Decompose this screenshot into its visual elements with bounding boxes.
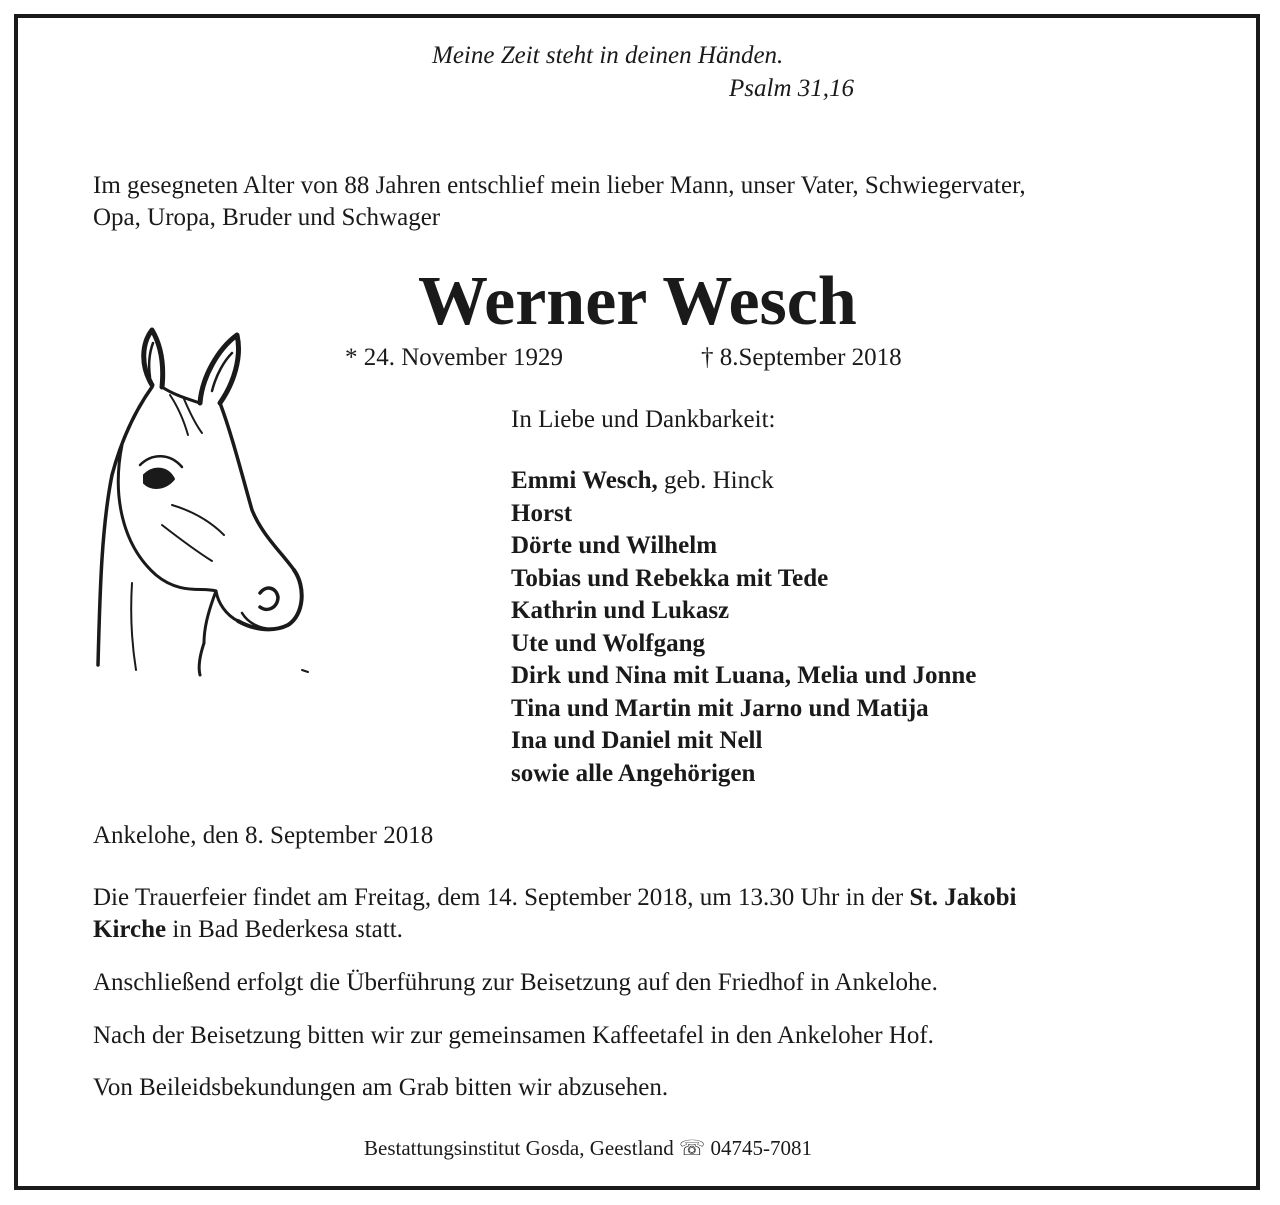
intro-line-2: Opa, Uropa, Bruder und Schwager	[93, 204, 441, 231]
church-name-cont: Kirche	[93, 916, 167, 943]
deceased-name: Werner Wesch	[418, 263, 857, 340]
list-item: Dörte und Wilhelm	[511, 532, 718, 559]
list-item: Tobias und Rebekka mit Tede	[511, 564, 829, 592]
mourners-list	[511, 465, 976, 790]
undertaker-line	[364, 1136, 812, 1161]
list-item	[511, 465, 976, 498]
list-item: Dirk und Nina mit Luana, Melia und Jonne	[511, 662, 977, 689]
phone-icon: ☏	[678, 1136, 706, 1160]
funeral-text-cont: in Bad Bederkesa statt.	[166, 916, 403, 943]
list-item: Horst	[511, 499, 573, 527]
bible-verse: Meine Zeit steht in deinen Händen.	[432, 42, 784, 69]
bible-reference: Psalm 31,16	[729, 75, 854, 102]
church-name: St. Jakobi	[909, 884, 1017, 911]
birth-date: * 24. November 1929	[345, 344, 564, 371]
funeral-line-1	[93, 882, 1016, 914]
place-date: Ankelohe, den 8. September 2018	[93, 822, 434, 849]
mourners-heading: In Liebe und Dankbarkeit:	[511, 406, 776, 433]
list-item: Kathrin und Lukasz	[511, 597, 730, 624]
list-item: Ute und Wolfgang	[511, 629, 706, 657]
phone-number: 04745-7081	[710, 1136, 812, 1160]
undertaker-name: Bestattungsinstitut Gosda, Geestland	[364, 1136, 674, 1160]
list-item: Tina und Martin mit Jarno und Matija	[511, 694, 929, 722]
horse-head-icon	[92, 325, 312, 680]
funeral-line-2	[93, 914, 403, 946]
mourner-name: Emmi Wesch,	[511, 467, 658, 494]
list-item: sowie alle Angehörigen	[511, 759, 756, 787]
burial-note: Anschließend erfolgt die Überführung zur Beisetzung auf den Friedhof in Ankelohe.	[93, 969, 938, 996]
list-item: Ina und Daniel mit Nell	[511, 727, 763, 754]
reception-note: Nach der Beisetzung bitten wir zur gemeinsamen Kaffeetafel in den Ankeloher Hof.	[93, 1022, 934, 1049]
death-date: † 8.September 2018	[701, 344, 902, 371]
mourner-note: geb. Hinck	[657, 467, 774, 494]
funeral-text: Die Trauerfeier findet am Freitag, dem 14. September 2018, um 13.30 Uhr in der	[93, 884, 910, 911]
condolence-note: Von Beileidsbekundungen am Grab bitten wir abzusehen.	[93, 1074, 669, 1101]
intro-line-1: Im gesegneten Alter von 88 Jahren entschlief mein lieber Mann, unser Vater, Schwiegervater,	[93, 172, 1026, 199]
